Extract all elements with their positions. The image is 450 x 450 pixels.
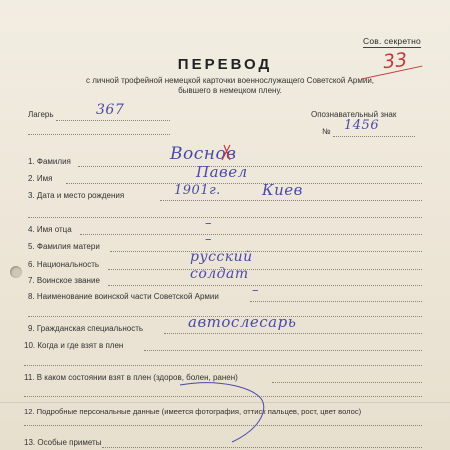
field-birth-date: 1901г. [174, 183, 221, 198]
subtitle-line-2: бывшего в немецком плену. [178, 86, 282, 95]
field-father-label: 4. Имя отца [28, 225, 72, 234]
tag-prefix: № [322, 127, 331, 136]
field-birth-place: Киев [262, 181, 303, 199]
field-surname-value: Воснов [170, 144, 237, 164]
tag-value: 1456 [344, 118, 380, 133]
field-mother-value: – [205, 232, 212, 247]
classification-stamp: Сов. секретно [363, 36, 421, 46]
field-condition-label: 11. В каком состоянии взят в плен (здоров, болен, ранен) [24, 373, 238, 382]
field-unit-value: – [252, 283, 259, 298]
handwritten-red-number: 33 [381, 48, 409, 74]
field-name-label: 2. Имя [28, 174, 53, 183]
field-surname-label: 1. Фамилия [28, 157, 71, 166]
field-mother-label: 5. Фамилия матери [28, 242, 100, 251]
camp-label: Лагерь [28, 110, 54, 119]
field-birth-label: 3. Дата и место рождения [28, 191, 125, 200]
pen-curve-mark [180, 383, 264, 442]
field-nationality-value: русский [190, 249, 253, 265]
field-nationality-label: 6. Национальность [28, 260, 100, 269]
red-correction-mark [222, 145, 230, 160]
field-unit-label: 8. Наименование воинской части Советской Армии [28, 292, 219, 301]
tag-label: Опознавательный знак [311, 110, 397, 119]
field-marks-label: 13. Особые приметы [24, 438, 102, 447]
subtitle-line-1: с личной трофейной немецкой карточки военнослужащего Советской Армии, [85, 76, 375, 85]
field-rank-label: 7. Воинское звание [28, 276, 100, 285]
field-name-value: Павел [196, 163, 248, 181]
camp-value: 367 [96, 102, 125, 118]
field-profession-label: 9. Гражданская специальность [28, 324, 144, 333]
field-father-value: – [205, 216, 212, 231]
field-profession-value: автослесарь [188, 313, 297, 331]
field-rank-value: солдат [190, 266, 249, 282]
document-title: ПЕРЕВОД [177, 56, 273, 73]
field-captured-label: 10. Когда и где взят в плен [24, 341, 124, 350]
field-personal-label: 12. Подробные персональные данные (имеется фотография, оттиск пальцев, рост, цвет волос) [24, 407, 362, 416]
